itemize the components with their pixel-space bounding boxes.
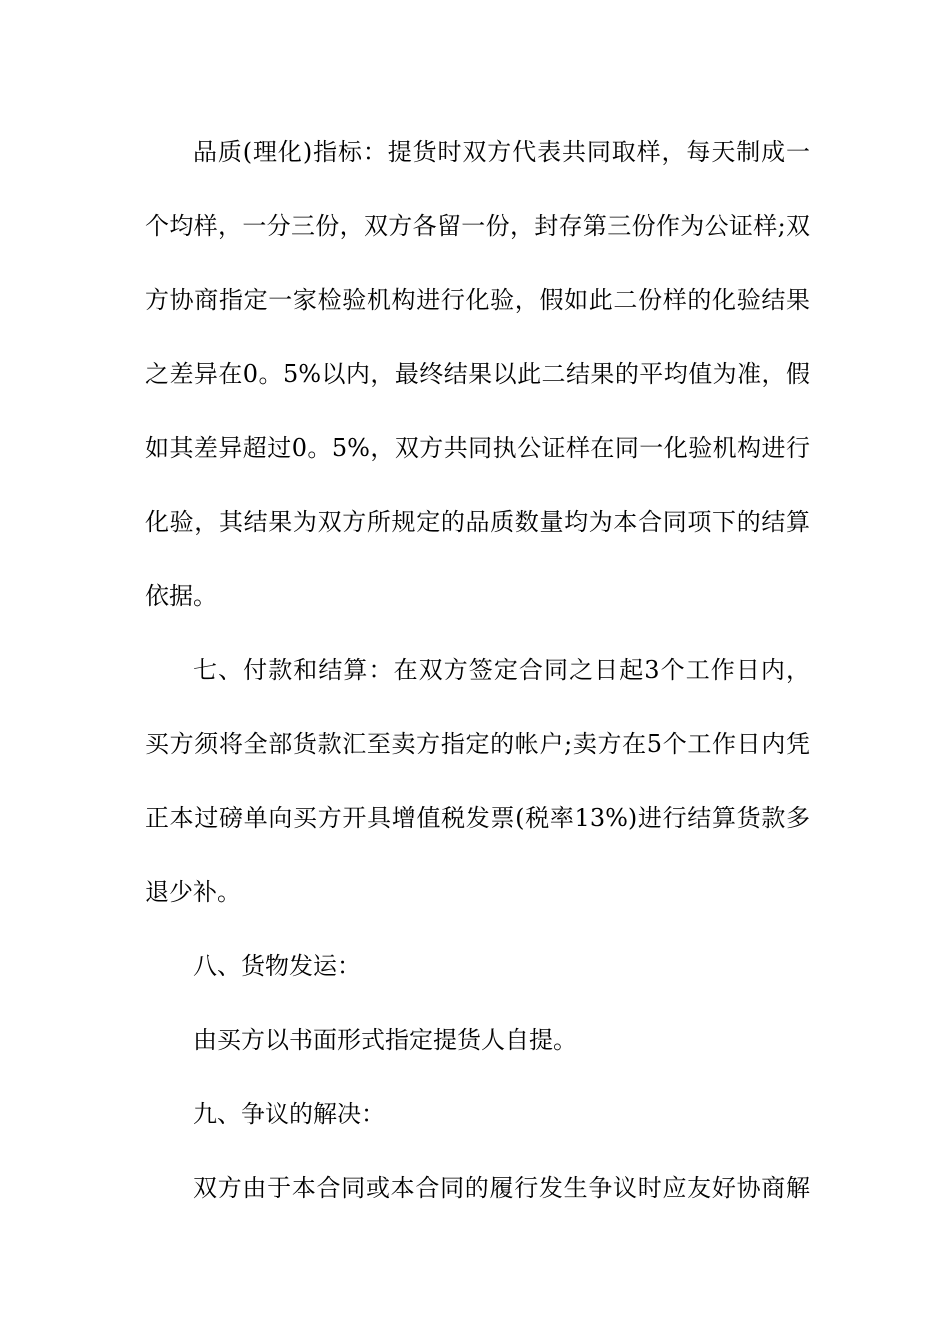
text-line: 之差异在0。5%以内，最终结果以此二结果的平均值为准，假 (145, 360, 810, 388)
text-line: 方协商指定一家检验机构进行化验，假如此二份样的化验结果 (145, 286, 810, 314)
text-line: 化验，其结果为双方所规定的品质数量均为本合同项下的结算 (145, 508, 810, 536)
text-line: 由买方以书面形式指定提货人自提。 (193, 1026, 577, 1054)
text-line: 依据。 (145, 582, 217, 610)
text-line: 买方须将全部货款汇至卖方指定的帐户;卖方在5个工作日内凭 (145, 730, 810, 758)
text-line: 个均样，一分三份，双方各留一份，封存第三份作为公证样;双 (145, 212, 810, 240)
text-line: 如其差异超过0。5%，双方共同执公证样在同一化验机构进行 (145, 434, 810, 462)
text-line: 正本过磅单向买方开具增值税发票(税率13%)进行结算货款多 (145, 804, 810, 832)
text-line: 退少补。 (145, 878, 241, 906)
section-heading: 九、争议的解决： (193, 1100, 385, 1128)
text-line: 七、付款和结算：在双方签定合同之日起3个工作日内， (193, 656, 810, 684)
text-line: 双方由于本合同或本合同的履行发生争议时应友好协商解 (193, 1174, 810, 1202)
text-line: 品质(理化)指标：提货时双方代表共同取样，每天制成一 (193, 138, 810, 166)
section-heading: 八、货物发运： (193, 952, 361, 980)
